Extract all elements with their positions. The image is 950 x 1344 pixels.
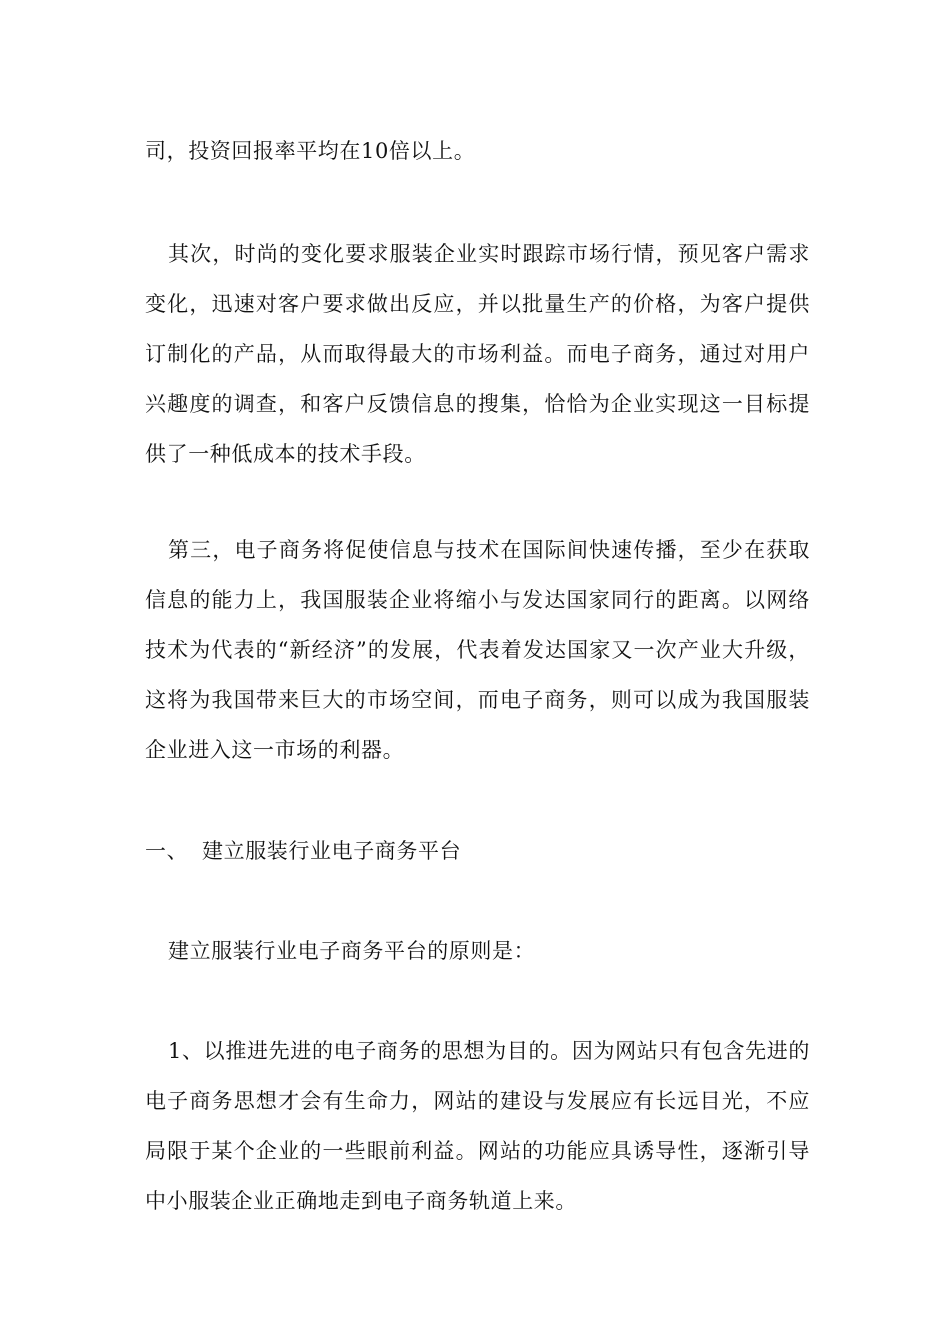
information-spread-paragraph: 第三，电子商务将促使信息与技术在国际间快速传播，至少在获取信息的能力上，我国服装企业将缩小与发达国家同行的距离。以网络技术为代表的“新经济”的发展，代表着发达国家又一次产业大升级，这将为我国带来巨大的市场空间，而电子商务，则可以成为我国服装企业进入这一市场的利器。 [145, 538, 810, 762]
section-title: 建立服装行业电子商务平台 [202, 839, 462, 863]
market-response-paragraph: 其次，时尚的变化要求服装企业实时跟踪市场行情，预见客户需求变化，迅速对客户要求做出反应，并以批量生产的价格，为客户提供订制化的产品，从而取得最大的市场利益。而电子商务，通过对用户兴趣度的调查，和客户反馈信息的搜集，恰恰为企业实现这一目标提供了一种低成本的技术手段。 [145, 242, 810, 466]
principle-1-paragraph: 1、以推进先进的电子商务的思想为目的。因为网站只有包含先进的电子商务思想才会有生命力，网站的建设与发展应有长远目光，不应局限于某个企业的一些眼前利益。网站的功能应具诱导性，逐渐引导中小服装企业正确地走到电子商务轨道上来。 [145, 1039, 810, 1213]
principles-intro: 建立服装行业电子商务平台的原则是： [168, 939, 536, 963]
section-number: 一、 [145, 839, 189, 863]
continuation-paragraph: 司，投资回报率平均在10倍以上。 [145, 139, 476, 163]
section-heading [145, 826, 461, 876]
